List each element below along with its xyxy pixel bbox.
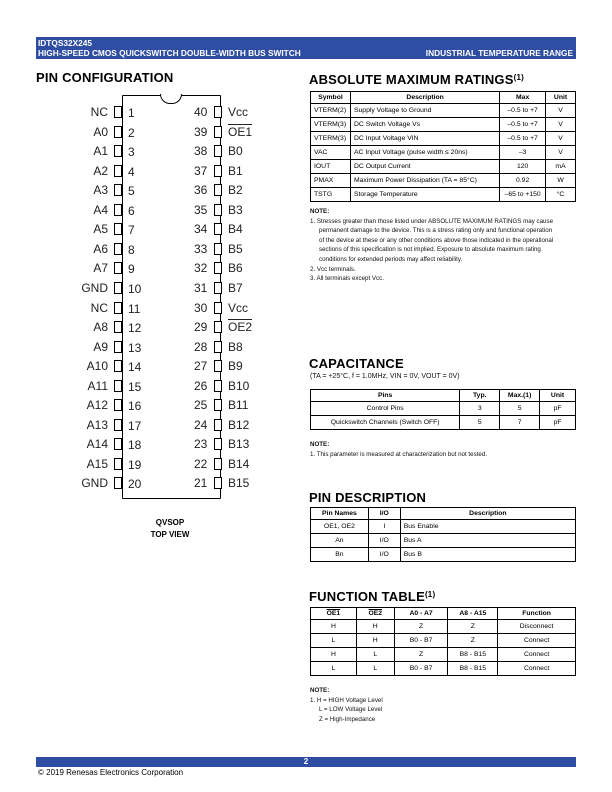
- table-cell: OE1, OE2: [311, 520, 369, 534]
- table-cell: DC Switch Voltage Vs: [350, 118, 499, 132]
- pin-lead-left: [114, 243, 122, 255]
- pin-lead-right: [214, 282, 222, 294]
- pin-name-right: B3: [228, 202, 243, 217]
- note-line: L = LOW Voltage Level: [319, 706, 383, 714]
- table-row: [311, 402, 576, 416]
- page-number: 2: [303, 757, 309, 766]
- table-cell: B0 - B7: [394, 662, 448, 676]
- pin-lead-right: [214, 204, 222, 216]
- table-cell: PMAX: [311, 174, 351, 188]
- pin-name-left: A10: [86, 359, 108, 374]
- abs-max-title-text: ABSOLUTE MAXIMUM RATINGS: [309, 72, 514, 87]
- table-cell: VTERM(3): [311, 118, 351, 132]
- pin-number-left: 18: [128, 438, 142, 453]
- pin-name-left: A1: [93, 144, 108, 159]
- table-cell: 7: [500, 416, 540, 430]
- table-row: [311, 104, 576, 118]
- table-cell: VAC: [311, 146, 351, 160]
- table-cell: Connect: [498, 634, 576, 648]
- pin-name-left: A2: [93, 163, 108, 178]
- pin-name-right: OE2: [228, 320, 253, 335]
- pin-name-right: B4: [228, 222, 243, 237]
- table-row: [311, 160, 576, 174]
- pin-lead-right: [214, 341, 222, 353]
- pin-number-left: 16: [128, 399, 142, 414]
- doc-title: HIGH-SPEED CMOS QUICKSWITCH DOUBLE-WIDTH BUS SWITCH: [38, 48, 301, 58]
- note-line: Z = High-Impedance: [319, 715, 376, 723]
- capacitance-conditions: (TA = +25°C, f = 1.0MHz, VIN = 0V, VOUT = 0V): [310, 373, 460, 380]
- table-cell: Quickswitch Channels (Switch OFF): [311, 416, 460, 430]
- table-row: [311, 662, 576, 676]
- table-cell: Bn: [311, 548, 369, 562]
- table-row: [311, 118, 576, 132]
- table-cell: Connect: [498, 662, 576, 676]
- pin-name-left: GND: [81, 280, 108, 295]
- note-line: 1. H = HIGH Voltage Level: [310, 696, 383, 704]
- pin-number-left: 3: [128, 145, 135, 160]
- pin-number-right: 37: [194, 163, 208, 178]
- pin-lead-left: [114, 165, 122, 177]
- function-table-title-text: FUNCTION TABLE: [309, 589, 425, 604]
- table-cell: TSTG: [311, 188, 351, 202]
- pin-lead-right: [214, 419, 222, 431]
- table-cell: VTERM(2): [311, 104, 351, 118]
- table-cell: pF: [540, 402, 576, 416]
- pin-name-right: B5: [228, 241, 243, 256]
- table-header: I/O: [368, 508, 400, 520]
- pin-lead-left: [114, 282, 122, 294]
- table-row: [311, 146, 576, 160]
- table-cell: H: [356, 620, 394, 634]
- pin-name-left: A3: [93, 183, 108, 198]
- pin-lead-right: [214, 184, 222, 196]
- pin-name-left: A12: [86, 398, 108, 413]
- table-cell: I: [368, 520, 400, 534]
- table-cell: °C: [546, 188, 576, 202]
- pin-number-left: 5: [128, 184, 135, 199]
- pin-number-right: 21: [194, 476, 208, 491]
- pin-number-right: 29: [194, 320, 208, 335]
- table-cell: B8 - B15: [448, 662, 498, 676]
- table-row: [311, 634, 576, 648]
- table-cell: Supply Voltage to Ground: [350, 104, 499, 118]
- table-cell: Bus Enable: [400, 520, 575, 534]
- pin-lead-left: [114, 399, 122, 411]
- pin-lead-right: [214, 380, 222, 392]
- table-cell: L: [356, 662, 394, 676]
- pin-name-right: Vcc: [228, 105, 249, 119]
- pin-name-right: B10: [228, 378, 250, 393]
- capacitance-notes: [310, 440, 576, 459]
- pin-number-left: 19: [128, 457, 142, 472]
- table-cell: 5: [500, 402, 540, 416]
- part-number: IDTQS32X245: [38, 38, 92, 48]
- table-cell: DC Input Voltage VIN: [350, 132, 499, 146]
- pin-config-title: PIN CONFIGURATION: [36, 70, 174, 85]
- table-cell: Maximum Power Dissipation (TA = 85°C): [350, 174, 499, 188]
- table-cell: 0.92: [500, 174, 546, 188]
- pin-number-left: 8: [128, 242, 135, 257]
- table-cell: I/O: [368, 548, 400, 562]
- table-header: Pin Names: [311, 508, 369, 520]
- pin-name-right: B15: [228, 476, 250, 491]
- pin-number-right: 22: [194, 456, 208, 471]
- table-cell: I/O: [368, 534, 400, 548]
- note-line: 3. All terminals except Vcc.: [310, 275, 384, 283]
- pin-name-left: A8: [93, 320, 108, 335]
- pin-lead-left: [114, 360, 122, 372]
- table-header: A0 - A7: [394, 608, 448, 620]
- pin-name-right: B1: [228, 163, 243, 178]
- pin-lead-left: [114, 262, 122, 274]
- pin-number-left: 10: [128, 281, 142, 296]
- table-cell: An: [311, 534, 369, 548]
- table-cell: 3: [460, 402, 500, 416]
- pin-lead-right: [214, 165, 222, 177]
- pin-name-left: A5: [93, 222, 108, 237]
- pin-lead-left: [114, 321, 122, 333]
- table-cell: DC Output Current: [350, 160, 499, 174]
- table-header: Max: [500, 92, 546, 104]
- table-cell: H: [311, 648, 357, 662]
- pin-number-right: 40: [194, 105, 208, 119]
- table-cell: –0.5 to +7: [500, 104, 546, 118]
- pin-lead-right: [214, 477, 222, 489]
- pin-number-right: 23: [194, 437, 208, 452]
- table-cell: Connect: [498, 648, 576, 662]
- table-row: [311, 416, 576, 430]
- table-cell: V: [546, 118, 576, 132]
- pin-number-right: 36: [194, 183, 208, 198]
- pin-lead-left: [114, 106, 122, 118]
- pin-number-right: 31: [194, 280, 208, 295]
- table-header: A8 - A15: [448, 608, 498, 620]
- table-cell: AC Input Voltage (pulse width ≤ 20ns): [350, 146, 499, 160]
- capacitance-note-text: 1. This parameter is measured at characterization but not tested.: [310, 450, 488, 458]
- table-cell: V: [546, 132, 576, 146]
- pin-lead-right: [214, 399, 222, 411]
- pin-name-left: A0: [93, 124, 108, 139]
- pin-number-left: 6: [128, 203, 135, 218]
- pin-number-left: 4: [128, 164, 135, 179]
- abs-max-sup: (1): [513, 73, 524, 82]
- table-cell: L: [356, 648, 394, 662]
- table-cell: 5: [460, 416, 500, 430]
- pin-name-right: B14: [228, 456, 250, 471]
- pin-lead-left: [114, 419, 122, 431]
- note-line: 2. Vcc terminals.: [310, 265, 356, 273]
- view-label: TOP VIEW: [150, 530, 190, 539]
- table-cell: Bus A: [400, 534, 575, 548]
- pin-name-right: B11: [228, 398, 249, 413]
- pin-lead-right: [214, 126, 222, 138]
- table-cell: Z: [448, 620, 498, 634]
- function-table-title: [309, 589, 435, 604]
- function-table-notes: [310, 686, 576, 724]
- table-header: Pins: [311, 390, 460, 402]
- pin-number-left: 12: [128, 321, 142, 336]
- pin-name-right: B8: [228, 339, 243, 354]
- table-row: [311, 174, 576, 188]
- pin-number-right: 28: [194, 339, 208, 354]
- pin-name-left: A11: [87, 378, 108, 393]
- capacitance-title: CAPACITANCE: [309, 356, 404, 371]
- table-row: [311, 520, 576, 534]
- pin-number-left: 11: [128, 301, 141, 316]
- pin-number-right: 38: [194, 144, 208, 159]
- pin-name-right: B0: [228, 144, 243, 159]
- pin-name-left: A13: [86, 417, 108, 432]
- pin-lead-left: [114, 438, 122, 450]
- table-row: [311, 188, 576, 202]
- pin-number-left: 2: [128, 125, 135, 140]
- pin-lead-right: [214, 106, 222, 118]
- note-label: NOTE:: [310, 441, 330, 448]
- temp-range: INDUSTRIAL TEMPERATURE RANGE: [425, 48, 573, 58]
- note-line: sections of this specification is not implied. Exposure to absolute maximum rating: [319, 246, 541, 254]
- table-cell: IOUT: [311, 160, 351, 174]
- table-cell: mA: [546, 160, 576, 174]
- table-row: [311, 548, 576, 562]
- pin-name-right: B12: [228, 417, 250, 432]
- table-cell: pF: [540, 416, 576, 430]
- table-cell: –0.5 to +7: [500, 132, 546, 146]
- pin-number-right: 26: [194, 378, 208, 393]
- table-row: [311, 648, 576, 662]
- pin-name-left: NC: [90, 105, 108, 119]
- pin-name-left: NC: [90, 300, 108, 315]
- table-cell: –3: [500, 146, 546, 160]
- pin-lead-right: [214, 243, 222, 255]
- pin-name-right: OE1: [228, 124, 253, 139]
- table-header: Function: [498, 608, 576, 620]
- pin-lead-right: [214, 321, 222, 333]
- table-cell: Disconnect: [498, 620, 576, 634]
- pin-name-right: B9: [228, 359, 243, 374]
- table-cell: Z: [394, 648, 448, 662]
- pin-name-left: A15: [86, 456, 108, 471]
- note-line: permanent damage to the device. This is a stress rating only and functional operation: [319, 227, 553, 235]
- table-cell: 120: [500, 160, 546, 174]
- pin-name-right: Vcc: [228, 300, 249, 315]
- pin-name-right: B2: [228, 183, 243, 198]
- pin-number-right: 35: [194, 202, 208, 217]
- abs-max-notes: [310, 207, 576, 284]
- pin-number-right: 24: [194, 417, 208, 432]
- table-header: Symbol: [311, 92, 351, 104]
- pin-lead-right: [214, 302, 222, 314]
- table-row: [311, 132, 576, 146]
- pin-lead-left: [114, 477, 122, 489]
- table-header: OE2: [356, 608, 394, 620]
- capacitance-table: [310, 389, 576, 430]
- pin-desc-table: [310, 507, 576, 562]
- pin-lead-right: [214, 262, 222, 274]
- pin-number-left: 1: [128, 106, 135, 120]
- note-label: NOTE:: [310, 208, 330, 215]
- table-cell: Storage Temperature: [350, 188, 499, 202]
- note-line: 1. Stresses greater than those listed under ABSOLUTE MAXIMUM RATINGS may cause: [310, 217, 554, 225]
- pin-number-left: 7: [128, 223, 135, 238]
- function-table-sup: (1): [424, 590, 436, 599]
- pin-lead-left: [114, 458, 122, 470]
- table-row: [311, 620, 576, 634]
- pin-lead-right: [214, 360, 222, 372]
- table-cell: Bus B: [400, 548, 575, 562]
- table-header: Max.(1): [500, 390, 540, 402]
- table-header: Description: [350, 92, 499, 104]
- note-line: conditions for extended periods may affect reliability.: [319, 255, 463, 263]
- pin-number-left: 15: [128, 379, 142, 394]
- table-cell: V: [546, 146, 576, 160]
- table-cell: L: [311, 634, 357, 648]
- pin-lead-right: [214, 458, 222, 470]
- table-cell: H: [356, 634, 394, 648]
- package-label: QVSOP: [155, 518, 185, 527]
- note-line: of the device at these or any other conditions above those indicated in the operational: [319, 236, 554, 244]
- pin-lead-right: [214, 145, 222, 157]
- pin-number-right: 33: [194, 241, 208, 256]
- pin-name-left: A4: [93, 202, 108, 217]
- function-table: [310, 607, 576, 676]
- abs-max-table: [310, 91, 576, 202]
- table-header: Unit: [540, 390, 576, 402]
- pin-number-left: 13: [128, 340, 142, 355]
- pin-number-left: 14: [128, 360, 142, 375]
- page-header: [36, 37, 576, 59]
- pin-number-right: 34: [194, 222, 208, 237]
- pin-number-right: 39: [194, 124, 208, 139]
- pin-name-left: A7: [93, 261, 108, 276]
- table-cell: H: [311, 620, 357, 634]
- pin-number-right: 25: [194, 398, 208, 413]
- pin-lead-left: [114, 380, 122, 392]
- copyright: © 2019 Renesas Electronics Corporation: [38, 768, 184, 777]
- table-header: Description: [400, 508, 575, 520]
- pin-name-right: B7: [228, 280, 243, 295]
- pin-number-right: 30: [194, 300, 208, 315]
- pin-number-right: 27: [194, 359, 208, 374]
- table-cell: B0 - B7: [394, 634, 448, 648]
- pin-name-right: B6: [228, 261, 243, 276]
- table-cell: –0.5 to +7: [500, 118, 546, 132]
- pin-lead-left: [114, 184, 122, 196]
- pin-name-left: GND: [81, 476, 108, 491]
- pin-number-right: 32: [194, 261, 208, 276]
- table-row: [311, 534, 576, 548]
- abs-max-title: [309, 72, 524, 87]
- pin-desc-title: PIN DESCRIPTION: [309, 490, 427, 505]
- pin-lead-left: [114, 302, 122, 314]
- pin-number-left: 9: [128, 262, 135, 277]
- pin-lead-left: [114, 145, 122, 157]
- pin-name-left: A9: [93, 339, 108, 354]
- pin-lead-left: [114, 223, 122, 235]
- pin-name-right: B13: [228, 437, 250, 452]
- table-cell: Control Pins: [311, 402, 460, 416]
- table-header: Unit: [546, 92, 576, 104]
- pin-lead-right: [214, 438, 222, 450]
- pin-number-left: 17: [128, 418, 142, 433]
- table-cell: W: [546, 174, 576, 188]
- pin-name-left: A14: [86, 437, 108, 452]
- pin-lead-left: [114, 341, 122, 353]
- pin-lead-left: [114, 204, 122, 216]
- table-header: Typ.: [460, 390, 500, 402]
- table-cell: VTERM(3): [311, 132, 351, 146]
- table-cell: V: [546, 104, 576, 118]
- pin-number-left: 20: [128, 477, 142, 492]
- table-cell: –65 to +150: [500, 188, 546, 202]
- table-cell: Z: [448, 634, 498, 648]
- pin-name-left: A6: [93, 241, 108, 256]
- pin-lead-left: [114, 126, 122, 138]
- table-cell: Z: [394, 620, 448, 634]
- page-number-bar: [36, 757, 576, 767]
- pin-lead-right: [214, 223, 222, 235]
- table-header: OE1: [311, 608, 357, 620]
- table-cell: B8 - B15: [448, 648, 498, 662]
- table-cell: L: [311, 662, 357, 676]
- note-label: NOTE:: [310, 687, 330, 694]
